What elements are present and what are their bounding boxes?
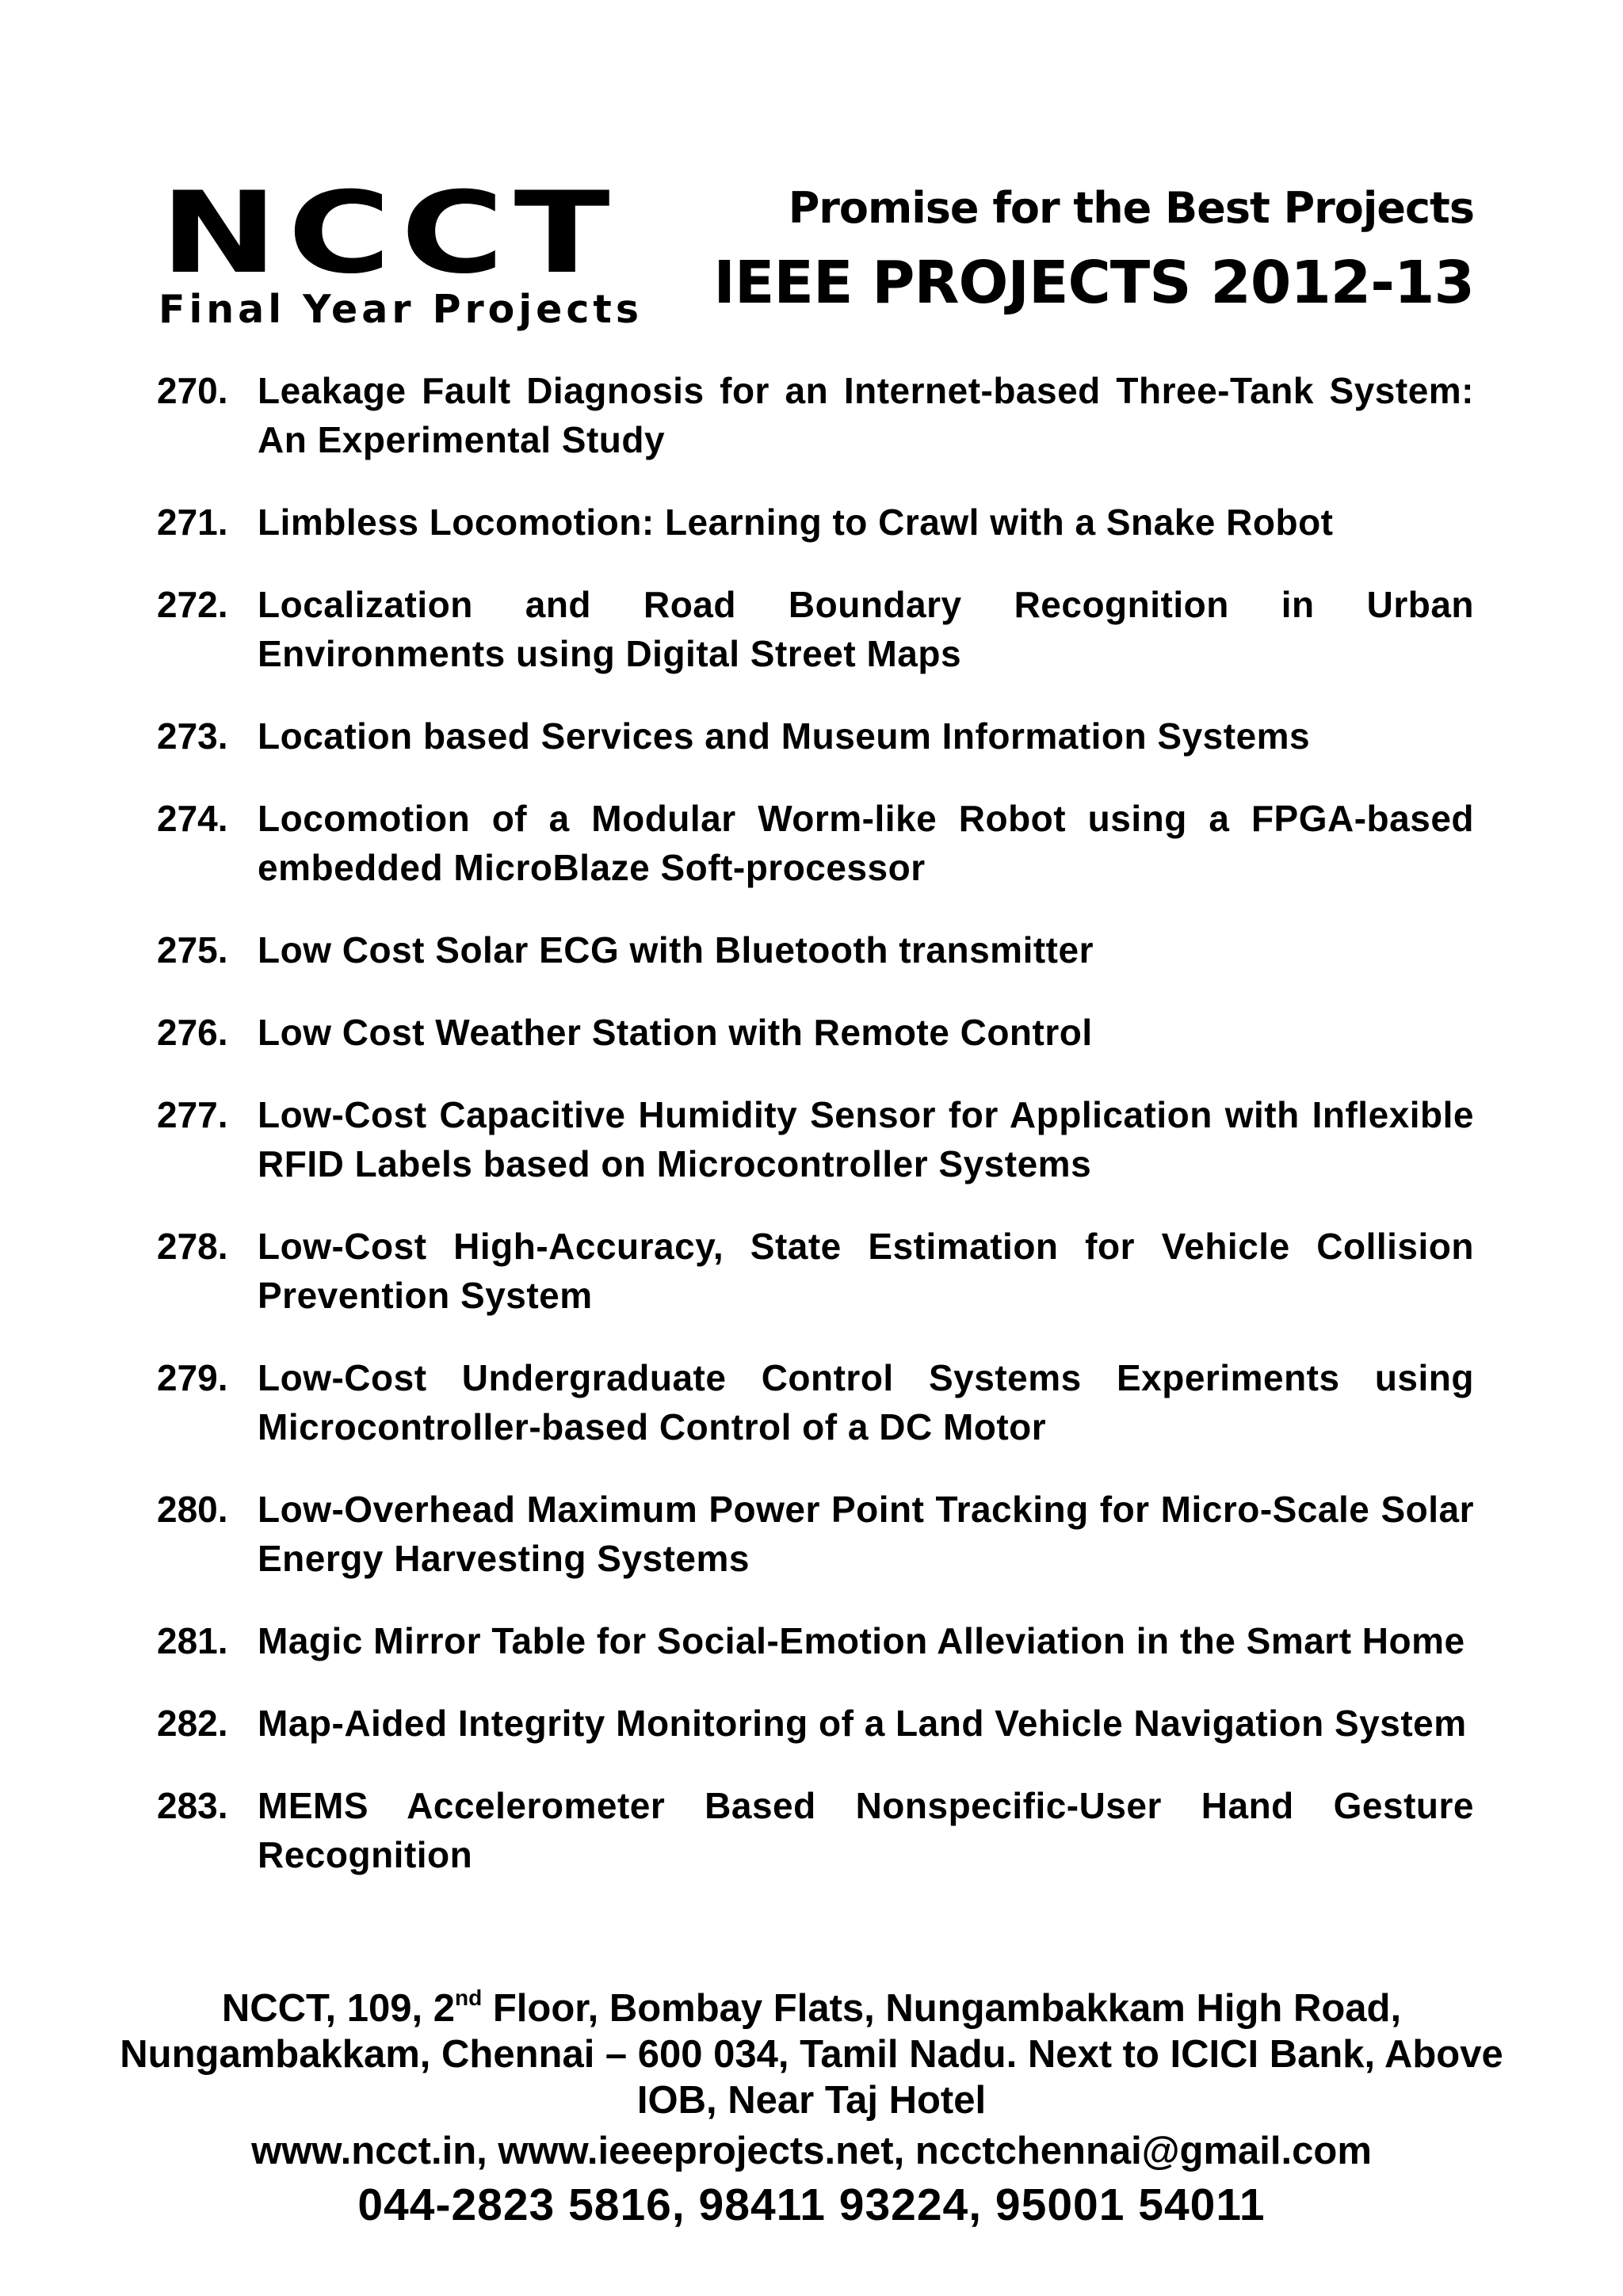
address-start: NCCT, 109, 2	[221, 1987, 456, 2030]
list-item	[157, 711, 1474, 761]
item-number: 280.	[157, 1489, 228, 1530]
item-number: 277.	[157, 1094, 228, 1135]
list-item	[157, 1090, 1474, 1188]
item-number: 281.	[157, 1620, 228, 1661]
item-title: Leakage Fault Diagnosis for an Internet-based Three-Tank System: An Experimental Study	[258, 370, 1474, 460]
item-number: 276.	[157, 1012, 228, 1053]
item-title: Low-Overhead Maximum Power Point Tracking for Micro-Scale Solar Energy Harvesting Systems	[258, 1489, 1474, 1579]
websites-email: www.ncct.in, www.ieeeprojects.net, ncctchennai@gmail.com	[251, 2130, 1372, 2172]
item-title: Low Cost Solar ECG with Bluetooth transmitter	[258, 929, 1094, 971]
list-item	[157, 1485, 1474, 1583]
logo-title: NCCT	[160, 168, 621, 299]
address-rest: Floor, Bombay Flats, Nungambakkam High Road, Nungambakkam, Chennai – 600 034, Tamil Nadu. Next to ICICI Bank, Above IOB, Near Taj Hotel	[120, 1987, 1503, 2122]
list-item	[157, 498, 1474, 547]
item-title: Map-Aided Integrity Monitoring of a Land Vehicle Navigation System	[258, 1703, 1467, 1744]
contact-footer	[119, 1985, 1504, 2233]
logo-subtitle: Final Year Projects	[158, 287, 643, 332]
item-number: 279.	[157, 1357, 228, 1398]
list-item	[157, 1616, 1474, 1665]
item-number: 283.	[157, 1785, 228, 1826]
ncct-logo	[158, 168, 713, 332]
item-title: Locomotion of a Modular Worm-like Robot using a FPGA-based embedded MicroBlaze Soft-processor	[258, 798, 1474, 888]
item-title: Localization and Road Boundary Recognition in Urban Environments using Digital Street Maps	[258, 584, 1474, 674]
item-title: Low-Cost High-Accuracy, State Estimation for Vehicle Collision Prevention System	[258, 1226, 1474, 1316]
list-item	[157, 1008, 1474, 1057]
item-number: 270.	[157, 370, 228, 411]
item-number: 274.	[157, 798, 228, 839]
address-ordinal: nd	[455, 1985, 483, 2010]
item-title: Low Cost Weather Station with Remote Control	[258, 1012, 1093, 1053]
list-item	[157, 1699, 1474, 1748]
list-item	[157, 1222, 1474, 1320]
item-title: Low-Cost Capacitive Humidity Sensor for Application with Inflexible RFID Labels based on Microcontroller Systems	[258, 1094, 1474, 1184]
item-title: Magic Mirror Table for Social-Emotion Alleviation in the Smart Home	[258, 1620, 1465, 1661]
item-title: MEMS Accelerometer Based Nonspecific-User Hand Gesture Recognition	[258, 1785, 1474, 1875]
list-item	[157, 794, 1474, 892]
item-number: 271.	[157, 502, 228, 543]
promise-tagline: Promise for the Best Projects	[788, 183, 1474, 233]
list-item	[157, 580, 1474, 678]
item-number: 282.	[157, 1703, 228, 1744]
item-title: Low-Cost Undergraduate Control Systems Experiments using Microcontroller-based Control of a DC Motor	[258, 1357, 1474, 1447]
project-list	[157, 366, 1474, 1913]
address	[119, 1985, 1504, 2123]
list-item	[157, 1353, 1474, 1451]
phone-numbers: 044-2823 5816, 98411 93224, 95001 54011	[357, 2180, 1266, 2230]
item-title: Limbless Locomotion: Learning to Crawl with a Snake Robot	[258, 502, 1334, 543]
item-number: 272.	[157, 584, 228, 625]
item-number: 273.	[157, 715, 228, 757]
item-number: 278.	[157, 1226, 228, 1267]
list-item	[157, 1781, 1474, 1879]
list-item	[157, 366, 1474, 464]
list-item	[157, 925, 1474, 974]
item-title: Location based Services and Museum Information Systems	[258, 715, 1311, 757]
ieee-projects-heading: IEEE PROJECTS 2012-13	[713, 249, 1474, 317]
item-number: 275.	[157, 929, 228, 971]
